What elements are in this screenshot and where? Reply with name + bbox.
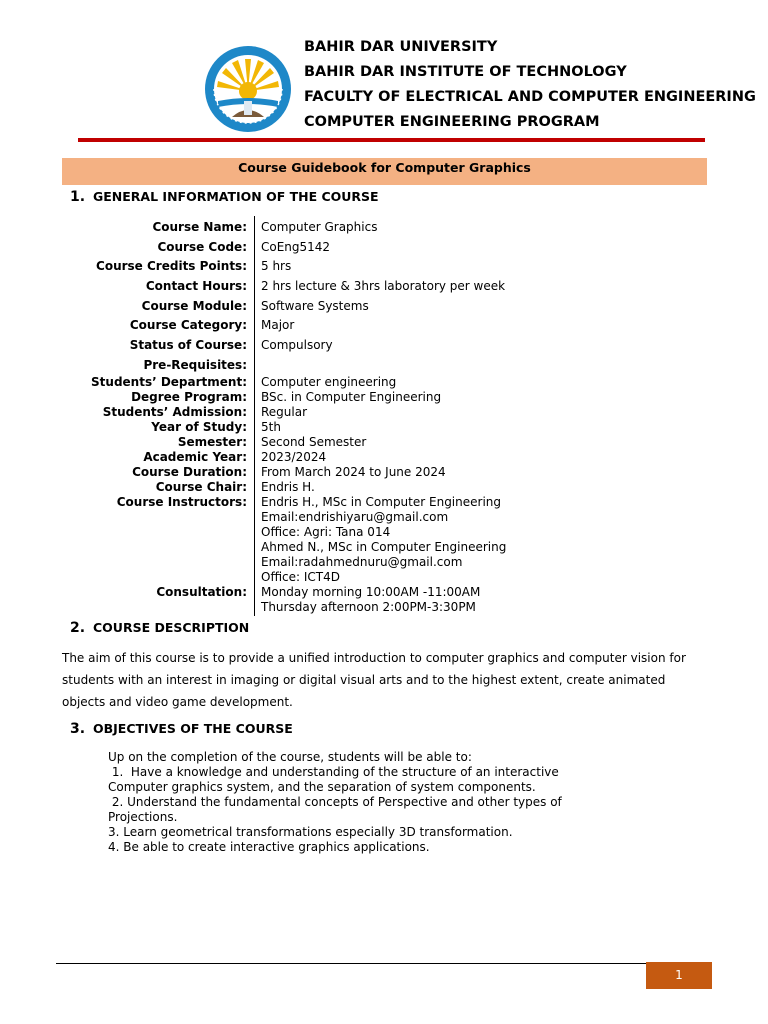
section-number: 1. bbox=[70, 189, 86, 205]
info-value: Office: Agri: Tana 014 bbox=[261, 525, 391, 539]
info-label: Course Credits Points: bbox=[96, 259, 247, 273]
info-value: 2023/2024 bbox=[261, 450, 327, 464]
institution-header bbox=[304, 35, 756, 135]
info-value: Office: ICT4D bbox=[261, 570, 341, 584]
info-label: Pre-Requisites: bbox=[143, 358, 247, 372]
info-label: Contact Hours: bbox=[145, 279, 247, 293]
section-heading-description bbox=[70, 620, 249, 636]
header-university: BAHIR DAR UNIVERSITY bbox=[304, 39, 498, 55]
objective-line: 2. Understand the fundamental concepts of Perspective and other types of bbox=[108, 795, 562, 809]
info-label: Consultation: bbox=[156, 585, 247, 599]
info-label: Course Category: bbox=[129, 318, 247, 332]
info-value: BSc. in Computer Engineering bbox=[261, 390, 442, 404]
university-seal-icon bbox=[204, 45, 292, 133]
info-value: Computer Graphics bbox=[261, 220, 378, 234]
info-value: Endris H. bbox=[261, 480, 315, 494]
header-faculty: FACULTY OF ELECTRICAL AND COMPUTER ENGINEERING bbox=[304, 89, 756, 105]
info-value: Monday morning 10:00AM -11:00AM bbox=[261, 585, 481, 599]
info-value: Major bbox=[261, 318, 295, 332]
table-divider bbox=[254, 216, 255, 616]
course-description: The aim of this course is to provide a unified introduction to computer graphics and computer vision for students with an interest in imaging or digital visual arts and to the highest extent, create animated objects and video game development. bbox=[62, 651, 686, 709]
header-institute: BAHIR DAR INSTITUTE OF TECHNOLOGY bbox=[304, 64, 627, 80]
objective-line: Projections. bbox=[108, 810, 178, 824]
objective-line: Up on the completion of the course, students will be able to: bbox=[108, 750, 472, 764]
section-heading-general-info bbox=[70, 189, 379, 205]
info-value: Ahmed N., MSc in Computer Engineering bbox=[261, 540, 507, 554]
info-value: Email:radahmednuru@gmail.com bbox=[261, 555, 463, 569]
info-label: Year of Study: bbox=[151, 420, 247, 434]
section-title: COURSE DESCRIPTION bbox=[93, 620, 250, 635]
header-divider bbox=[78, 138, 705, 142]
footer-rule bbox=[56, 963, 646, 964]
objective-line: 1. Have a knowledge and understanding of the structure of an interactive bbox=[108, 765, 559, 779]
info-value: Software Systems bbox=[261, 299, 369, 313]
objectives-list bbox=[108, 750, 562, 855]
info-label: Course Chair: bbox=[155, 480, 247, 494]
info-label: Semester: bbox=[177, 435, 247, 449]
info-value: From March 2024 to June 2024 bbox=[261, 465, 446, 479]
section-title: GENERAL INFORMATION OF THE COURSE bbox=[93, 189, 379, 204]
info-value: Email:endrishiyaru@gmail.com bbox=[261, 510, 449, 524]
info-label: Status of Course: bbox=[129, 338, 247, 352]
info-label: Course Instructors: bbox=[116, 495, 247, 509]
info-value: 5 hrs bbox=[261, 259, 292, 273]
info-label: Course Name: bbox=[152, 220, 247, 234]
info-value: 5th bbox=[261, 420, 281, 434]
objective-line: 4. Be able to create interactive graphics applications. bbox=[108, 840, 430, 854]
info-value: Computer engineering bbox=[261, 375, 397, 389]
section-title: OBJECTIVES OF THE COURSE bbox=[93, 721, 293, 736]
info-value: CoEng5142 bbox=[261, 240, 331, 254]
info-label: Course Code: bbox=[157, 240, 247, 254]
section-heading-objectives bbox=[70, 721, 293, 737]
info-label: Course Duration: bbox=[132, 465, 247, 479]
objective-line: 3. Learn geometrical transformations especially 3D transformation. bbox=[108, 825, 513, 839]
info-value: Regular bbox=[261, 405, 308, 419]
info-label: Course Module: bbox=[141, 299, 247, 313]
info-value: Endris H., MSc in Computer Engineering bbox=[261, 495, 501, 509]
page-number: 1 bbox=[646, 962, 712, 989]
header-program: COMPUTER ENGINEERING PROGRAM bbox=[304, 114, 600, 130]
section-number: 3. bbox=[70, 721, 86, 737]
info-value: Second Semester bbox=[261, 435, 367, 449]
info-label: Students’ Admission: bbox=[102, 405, 247, 419]
document-title: Course Guidebook for Computer Graphics bbox=[62, 158, 707, 185]
info-label: Students’ Department: bbox=[91, 375, 247, 389]
info-value: 2 hrs lecture & 3hrs laboratory per week bbox=[261, 279, 506, 293]
section-number: 2. bbox=[70, 620, 86, 636]
info-label: Degree Program: bbox=[131, 390, 247, 404]
info-value: Compulsory bbox=[261, 338, 333, 352]
objective-line: Computer graphics system, and the separation of system components. bbox=[108, 780, 536, 794]
info-value: Thursday afternoon 2:00PM-3:30PM bbox=[261, 600, 476, 614]
info-label: Academic Year: bbox=[143, 450, 247, 464]
